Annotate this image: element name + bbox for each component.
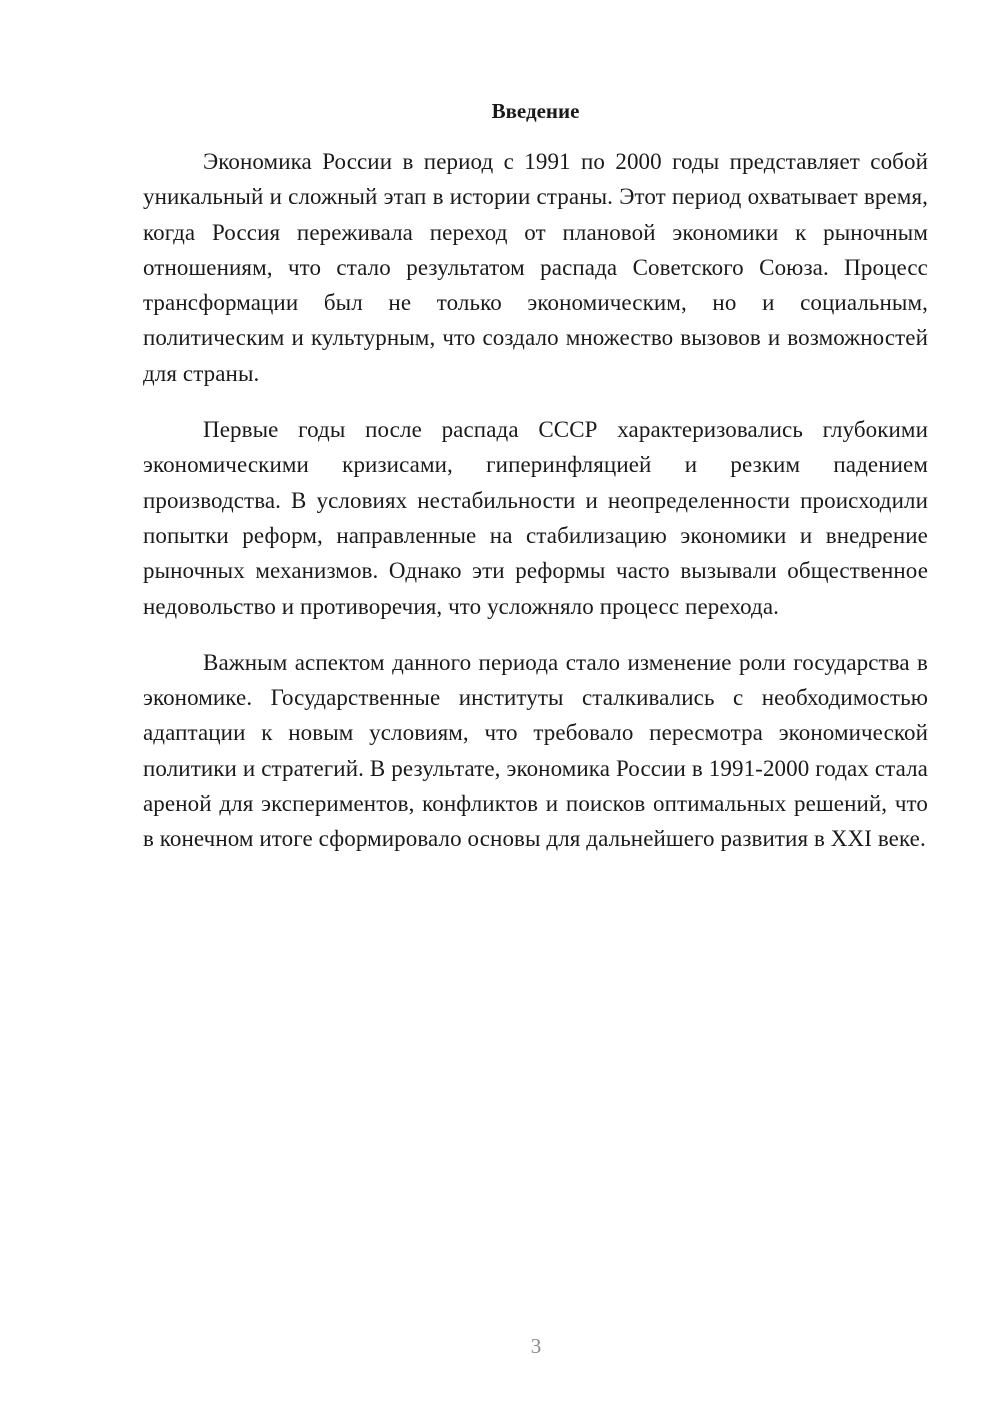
paragraph-2: Первые годы после распада СССР характеризовались глубокими экономическими кризисами, гиперинфляцией и резким падением производства. В условиях нестабильности и неопределенности происходили попытки реформ, направленные на стабилизацию экономики и внедрение рыночных механизмов. Однако эти реформы часто вызывали общественное недовольство и противоречия, что усложняло процесс перехода. — [143, 417, 928, 619]
paragraph-1: Экономика России в период с 1991 по 2000 годы представляет собой уникальный и сложный этап в истории страны. Этот период охватывает время, когда Россия переживала переход от плановой экономики к рыночным отношениям, что стало результатом распада Советского Союза. Процесс трансформации был не только экономическим, но и социальным, политическим и культурным, что создало множество вызовов и возможностей для страны. — [143, 149, 928, 386]
section-title: Введение — [491, 99, 580, 123]
paragraph-3: Важным аспектом данного периода стало изменение роли государства в экономике. Государственные институты сталкивались с необходимостью адаптации к новым условиям, что требовало пересмотра экономической политики и стратегий. В результате, экономика России в 1991-2000 годах стала ареной для экспериментов, конфликтов и поисков оптимальных решений, что в конечном итоге сформировало основы для дальнейшего развития в XXI веке. — [143, 649, 928, 852]
page-content — [143, 98, 928, 878]
page-number: 3 — [530, 1334, 542, 1358]
